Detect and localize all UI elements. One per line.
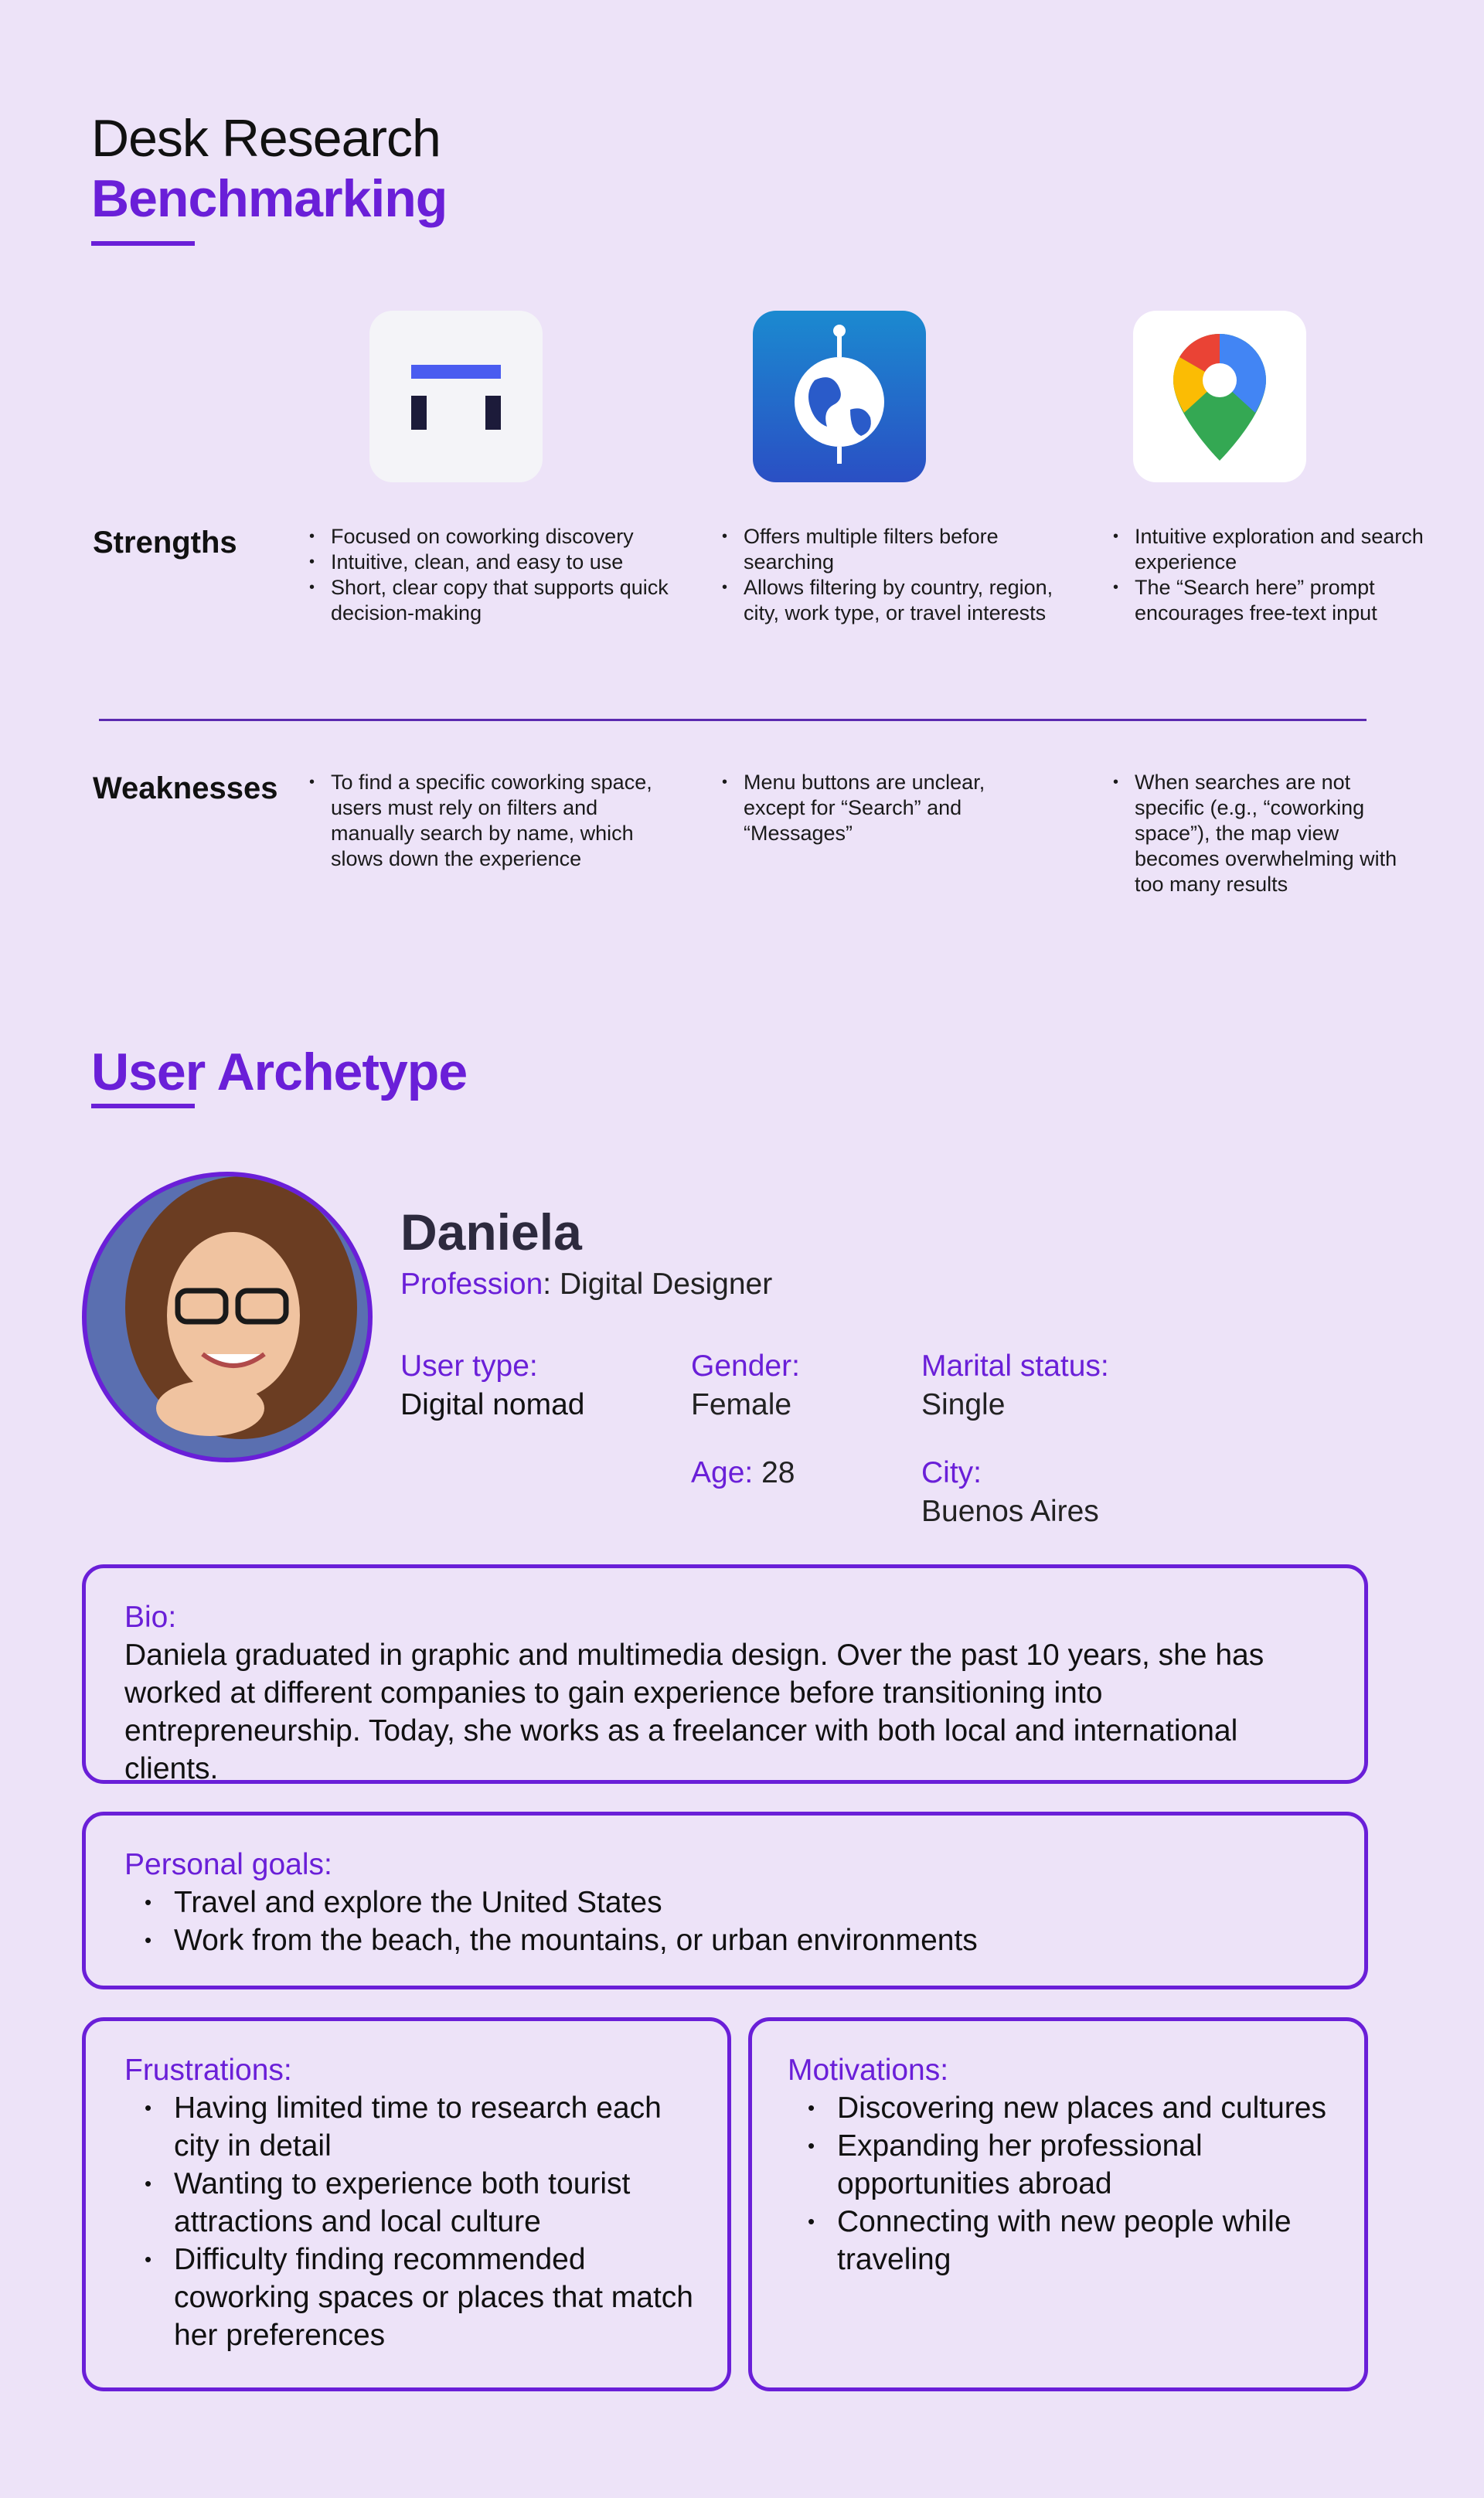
list-item: • Intuitive, clean, and easy to use: [331, 550, 671, 575]
strengths-list-maps: [1113, 524, 1428, 626]
gender-value: Female: [691, 1388, 792, 1421]
weaknesses-list-globe: [722, 770, 1037, 846]
divider: [99, 719, 1367, 721]
list-item: • Expanding her professional opportunities abroad: [837, 2127, 1363, 2203]
personal-goals-label: Personal goals:: [124, 1848, 332, 1881]
list-item: • Allows filtering by country, region, city, work type, or travel interests: [744, 575, 1084, 626]
frustrations-card: [82, 2017, 731, 2391]
section-title-benchmarking: Benchmarking: [91, 169, 448, 228]
profession-row: [400, 1268, 772, 1302]
motivations-label: Motivations:: [788, 2054, 949, 2087]
city-value: Buenos Aires: [921, 1495, 1099, 1528]
strengths-label: Strengths: [93, 526, 237, 560]
list-item: • Menu buttons are unclear, except for “Search” and “Messages”: [744, 770, 1037, 846]
gender-label: Gender:: [691, 1349, 800, 1383]
weaknesses-label: Weaknesses: [93, 771, 278, 805]
frustrations-label: Frustrations:: [124, 2054, 292, 2087]
list-item: • To find a specific coworking space, users must rely on filters and manually search by name, which slows down the experience: [331, 770, 671, 872]
list-item: • The “Search here” prompt encourages free-text input: [1135, 575, 1428, 626]
section-title-user-archetype: User Archetype: [91, 1043, 468, 1101]
personal-goals-card: [82, 1812, 1368, 1989]
motivations-card: [748, 2017, 1368, 2391]
age-row: [691, 1456, 795, 1490]
list-item: • Work from the beach, the mountains, or urban environments: [174, 1921, 1333, 1959]
coworking-app-logo-icon: [369, 311, 543, 482]
bio-text: Daniela graduated in graphic and multimedia design. Over the past 10 years, she has worked at different companies to gain experience before transitioning into entrepreneurship. Today, she works as a freelancer with both local and international clients.: [124, 1639, 1264, 1785]
profession-colon: :: [543, 1268, 560, 1301]
bio-card: [82, 1564, 1368, 1784]
bio-label: Bio:: [124, 1601, 177, 1634]
age-value: 28: [761, 1456, 795, 1489]
weaknesses-list-maps: [1113, 770, 1413, 897]
strengths-list-globe: [722, 524, 1084, 626]
marital-status-value: Single: [921, 1388, 1006, 1421]
list-item: • Connecting with new people while traveling: [837, 2203, 1363, 2278]
user-type-value: Digital nomad: [400, 1388, 585, 1421]
list-item: • Intuitive exploration and search experience: [1135, 524, 1428, 575]
weaknesses-list-coworking: [309, 770, 671, 872]
list-item: • When searches are not specific (e.g., “coworking space”), the map view becomes overwhelming with too many results: [1135, 770, 1413, 897]
profession-label: Profession: [400, 1268, 543, 1301]
globe-app-logo-icon: [753, 311, 926, 482]
city-label: City:: [921, 1456, 982, 1489]
google-maps-logo-icon: [1133, 311, 1306, 482]
page-title: Desk Research: [91, 109, 441, 168]
personal-goals-list: [126, 1884, 1333, 1959]
motivations-list: [789, 2089, 1363, 2278]
title-underline: [91, 1104, 195, 1108]
profession-value: Digital Designer: [559, 1268, 773, 1301]
list-item: • Discovering new places and cultures: [837, 2089, 1363, 2127]
strengths-list-coworking: [309, 524, 671, 626]
marital-status-label: Marital status:: [921, 1349, 1109, 1383]
list-item: • Wanting to experience both tourist attractions and local culture: [174, 2165, 715, 2241]
list-item: • Travel and explore the United States: [174, 1884, 1333, 1921]
list-item: • Offers multiple filters before searching: [744, 524, 1084, 575]
list-item: • Short, clear copy that supports quick decision-making: [331, 575, 671, 626]
list-item: • Having limited time to research each city in detail: [174, 2089, 715, 2165]
user-type-label: User type:: [400, 1349, 538, 1383]
list-item: • Difficulty finding recommended coworking spaces or places that match her preferences: [174, 2241, 715, 2354]
frustrations-list: [126, 2089, 715, 2354]
list-item: • Focused on coworking discovery: [331, 524, 671, 550]
persona-name: Daniela: [400, 1203, 582, 1261]
avatar: [82, 1172, 373, 1462]
title-underline: [91, 241, 195, 246]
age-label: Age:: [691, 1456, 754, 1489]
